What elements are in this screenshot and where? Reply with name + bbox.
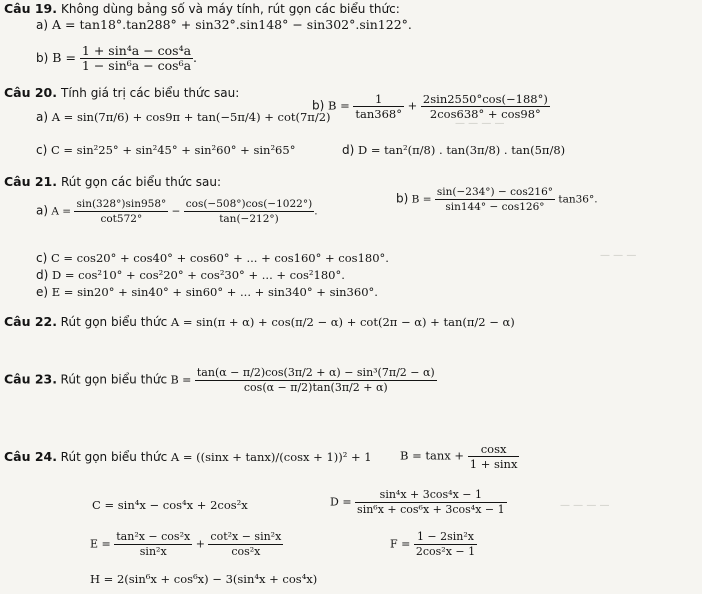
question-23 bbox=[4, 366, 437, 395]
q21-a-minus: − bbox=[171, 205, 181, 218]
q21-a-f2-denominator: tan(−212°) bbox=[219, 213, 279, 225]
q20-b-f1-numerator: 1 bbox=[353, 92, 404, 107]
q24-F-lhs: F = bbox=[390, 537, 411, 551]
q19-part-b bbox=[36, 44, 197, 73]
q20-part-d bbox=[342, 143, 565, 157]
q24-E-f2-denominator: cos²x bbox=[231, 545, 261, 558]
q20-a-expression: A = sin(7π/6) + cos9π + tan(−5π/4) + cot(7π/2) bbox=[51, 110, 331, 124]
q19-part-a bbox=[36, 18, 412, 32]
q21-b-label: b) bbox=[396, 191, 409, 206]
q22-expression: A = sin(π + α) + cos(π/2 − α) + cot(2π − α) + tan(π/2 − α) bbox=[170, 315, 515, 329]
q21-b-denominator: sin144° − cos126° bbox=[445, 201, 545, 213]
q20-part-a bbox=[36, 110, 331, 124]
q24-D-fraction bbox=[355, 488, 507, 517]
q24-E-f2-numerator: cot²x − sin²x bbox=[210, 530, 282, 543]
question-20-text: Tính giá trị các biểu thức sau: bbox=[61, 86, 240, 100]
q21-part-d bbox=[36, 268, 345, 282]
q23-numerator: tan(α − π/2)cos(3π/2 + α) − sin³(7π/2 − α) bbox=[196, 366, 435, 379]
q24-B-numerator: cosx bbox=[468, 442, 520, 457]
question-23-text: Rút gọn biểu thức bbox=[60, 372, 168, 387]
bleed-through-text: — — — bbox=[600, 250, 637, 261]
question-20-label: Câu 20. bbox=[4, 85, 58, 100]
q21-b-numerator: sin(−234°) − cos216° bbox=[436, 186, 554, 198]
q21-a-f1-numerator: sin(328°)sin958° bbox=[76, 198, 167, 210]
q20-b-f2-numerator: 2sin2550°cos(−188°) bbox=[422, 92, 548, 106]
q24-A-expression: A = ((sinx + tanx)/(cosx + 1))² + 1 bbox=[170, 450, 372, 464]
bleed-through-text: — — — — bbox=[560, 500, 610, 511]
q19-b-numerator: 1 + sin⁴a − cos⁴a bbox=[81, 43, 192, 58]
q24-D-numerator: sin⁴x + 3cos⁴x − 1 bbox=[355, 488, 507, 503]
question-24-label: Câu 24. bbox=[4, 449, 58, 464]
q21-a-f1-denominator: cot572° bbox=[100, 213, 143, 225]
q20-b-fraction-2 bbox=[421, 92, 550, 121]
question-24-text: Rút gọn biểu thức bbox=[60, 450, 168, 464]
q24-B-fraction bbox=[468, 442, 520, 471]
q23-denominator: cos(α − π/2)tan(3π/2 + α) bbox=[243, 381, 388, 394]
q24-F-numerator: 1 − 2sin²x bbox=[414, 530, 477, 545]
q21-e-expression: E = sin20° + sin40° + sin60° + ... + sin340° + sin360°. bbox=[51, 285, 378, 299]
q20-b-lhs: B = bbox=[327, 98, 350, 113]
q23-fraction bbox=[195, 366, 437, 395]
question-19-text: Không dùng bảng số và máy tính, rút gọn các biểu thức: bbox=[61, 2, 400, 16]
q20-a-label: a) bbox=[36, 110, 49, 124]
q19-b-fraction bbox=[80, 44, 193, 73]
q24-E-f1-denominator: sin²x bbox=[139, 545, 167, 558]
q20-d-expression: D = tan²(π/8) . tan(3π/8) . tan(5π/8) bbox=[357, 143, 566, 157]
q20-d-label: d) bbox=[342, 143, 355, 157]
q21-part-c bbox=[36, 251, 389, 265]
q19-a-expression: A = tan18°.tan288° + sin32°.sin148° − sin302°.sin122°. bbox=[52, 17, 412, 32]
q21-e-label: e) bbox=[36, 285, 49, 299]
q24-F-denominator: 2cos²x − 1 bbox=[415, 545, 476, 558]
question-22-label: Câu 22. bbox=[4, 314, 58, 329]
q21-b-lhs: B = bbox=[411, 193, 432, 206]
bleed-through-text: — — — — bbox=[455, 118, 505, 129]
q24-E-f1-numerator: tan²x − cos²x bbox=[116, 530, 191, 543]
q21-c-label: c) bbox=[36, 251, 48, 265]
q20-b-plus: + bbox=[407, 98, 418, 113]
q19-b-lhs: B = bbox=[52, 50, 76, 65]
question-20 bbox=[4, 86, 239, 100]
q20-c-label: c) bbox=[36, 143, 48, 157]
q21-a-lhs: A = bbox=[51, 205, 72, 218]
q24-B bbox=[400, 442, 519, 471]
q20-b-fraction-1 bbox=[353, 92, 404, 121]
q21-a-label: a) bbox=[36, 203, 49, 218]
question-19 bbox=[4, 2, 400, 16]
q20-part-b bbox=[312, 92, 550, 121]
q24-E-lhs: E = bbox=[90, 537, 111, 551]
q21-part-b bbox=[396, 185, 598, 214]
q24-E-fraction-2 bbox=[208, 530, 283, 559]
question-23-label: Câu 23. bbox=[4, 371, 58, 387]
question-21-label: Câu 21. bbox=[4, 174, 58, 189]
q20-b-label: b) bbox=[312, 98, 325, 113]
q21-b-tail: tan36°. bbox=[558, 193, 598, 206]
q21-a-fraction-2 bbox=[184, 197, 314, 226]
q24-F bbox=[390, 530, 477, 559]
question-21 bbox=[4, 175, 221, 189]
q19-a-label: a) bbox=[36, 18, 49, 32]
question-22 bbox=[4, 315, 515, 329]
q21-a-end: . bbox=[314, 205, 318, 218]
q24-D-lhs: D = bbox=[330, 495, 352, 509]
q20-c-expression: C = sin²25° + sin²45° + sin²60° + sin²65° bbox=[50, 143, 296, 157]
q21-part-e bbox=[36, 285, 378, 299]
q20-part-c bbox=[36, 143, 295, 157]
question-21-text: Rút gọn các biểu thức sau: bbox=[61, 175, 222, 189]
question-19-label: Câu 19. bbox=[4, 1, 58, 16]
question-22-text: Rút gọn biểu thức bbox=[60, 315, 168, 329]
q20-b-f1-denominator: tan368° bbox=[355, 107, 402, 121]
q24-C bbox=[92, 498, 248, 512]
q21-b-fraction bbox=[435, 185, 555, 214]
q24-D bbox=[330, 488, 507, 517]
q19-b-end: . bbox=[193, 50, 198, 65]
q21-d-label: d) bbox=[36, 268, 49, 282]
q21-c-expression: C = cos20° + cos40° + cos60° + ... + cos160° + cos180°. bbox=[50, 251, 389, 265]
q23-lhs: B = bbox=[170, 373, 192, 387]
q21-a-fraction-1 bbox=[74, 197, 168, 226]
q20-b-f2-denominator: 2cos638° + cos98° bbox=[429, 107, 541, 121]
q24-E-plus: + bbox=[195, 537, 205, 551]
q21-d-expression: D = cos²10° + cos²20° + cos²30° + ... + cos²180°. bbox=[51, 268, 345, 282]
question-24 bbox=[4, 450, 372, 464]
q24-D-denominator: sin⁶x + cos⁶x + 3cos⁴x − 1 bbox=[357, 503, 505, 516]
q19-b-label: b) bbox=[36, 51, 49, 65]
q24-E-fraction-1 bbox=[114, 530, 192, 559]
q24-B-denominator: 1 + sinx bbox=[469, 457, 518, 471]
q24-B-lhs: B = tanx + bbox=[400, 448, 465, 463]
q21-part-a bbox=[36, 197, 318, 226]
q24-C-expression: C = sin⁴x − cos⁴x + 2cos²x bbox=[92, 498, 248, 512]
q24-F-fraction bbox=[414, 530, 477, 559]
q24-E bbox=[90, 530, 283, 559]
q24-H-expression: H = 2(sin⁶x + cos⁶x) − 3(sin⁴x + cos⁴x) bbox=[90, 572, 318, 586]
q21-a-f2-numerator: cos(−508°)cos(−1022°) bbox=[185, 198, 313, 210]
q19-b-denominator: 1 − sin⁶a − cos⁶a bbox=[81, 58, 192, 73]
q24-H bbox=[90, 572, 317, 586]
